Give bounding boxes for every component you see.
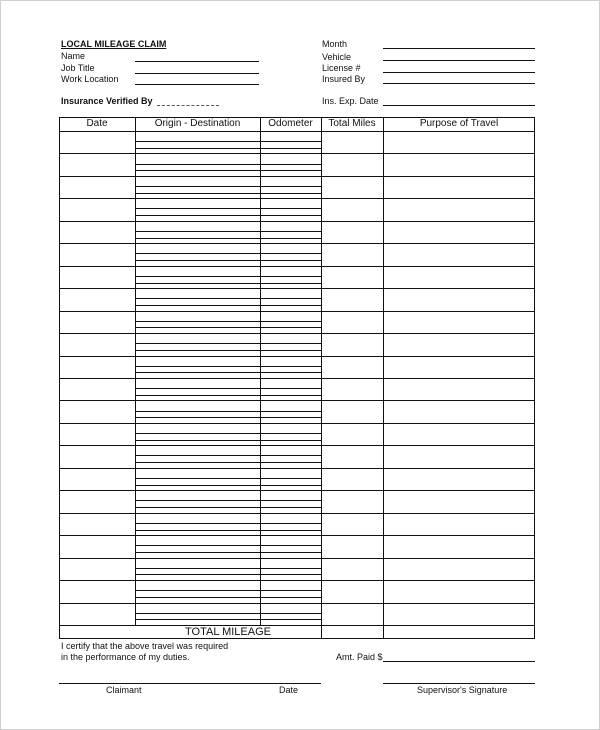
table-sub-row-divider bbox=[135, 253, 321, 254]
table-sub-row-divider bbox=[135, 276, 321, 277]
table-sub-row-divider bbox=[135, 597, 321, 598]
supervisor-signature-line[interactable] bbox=[383, 683, 535, 684]
table-row-divider bbox=[59, 176, 535, 177]
table-top-border bbox=[59, 117, 535, 118]
table-sub-row-divider bbox=[135, 552, 321, 553]
table-row-divider bbox=[59, 580, 535, 581]
table-sub-row-divider bbox=[135, 141, 321, 142]
month-label: Month bbox=[322, 39, 348, 49]
table-row-divider bbox=[59, 153, 535, 154]
table-sub-row-divider bbox=[135, 231, 321, 232]
table-sub-row-divider bbox=[135, 283, 321, 284]
claimant-signature-line[interactable] bbox=[59, 683, 321, 684]
table-sub-row-divider bbox=[135, 350, 321, 351]
table-sub-row-divider bbox=[135, 215, 321, 216]
ins-exp-label: Ins. Exp. Date bbox=[322, 96, 379, 106]
table-row-divider bbox=[59, 198, 535, 199]
vehicle-label: Vehicle bbox=[322, 52, 352, 62]
amt-paid-field[interactable] bbox=[383, 661, 535, 662]
table-sub-row-divider bbox=[135, 530, 321, 531]
table-sub-row-divider bbox=[135, 478, 321, 479]
table-row-divider bbox=[59, 445, 535, 446]
table-sub-row-divider bbox=[135, 440, 321, 441]
table-sub-row-divider bbox=[135, 298, 321, 299]
total-mileage-label: TOTAL MILEAGE bbox=[185, 626, 271, 638]
table-sub-row-divider bbox=[135, 148, 321, 149]
table-row-divider bbox=[59, 221, 535, 222]
ins-exp-field[interactable] bbox=[383, 105, 535, 106]
insured-by-field[interactable] bbox=[383, 83, 535, 84]
job-title-label: Job Title bbox=[61, 63, 95, 73]
table-row-divider bbox=[59, 356, 535, 357]
insurance-verified-field[interactable] bbox=[157, 105, 219, 106]
certify-text-line1: I certify that the above travel was required bbox=[61, 641, 229, 651]
table-sub-row-divider bbox=[135, 193, 321, 194]
table-row-divider bbox=[59, 243, 535, 244]
table-row-divider bbox=[59, 535, 535, 536]
mileage-table bbox=[59, 117, 535, 639]
supervisor-label: Supervisor's Signature bbox=[417, 685, 508, 695]
insurance-verified-label: Insurance Verified By bbox=[61, 96, 153, 106]
table-sub-row-divider bbox=[135, 388, 321, 389]
table-sub-row-divider bbox=[135, 417, 321, 418]
month-field[interactable] bbox=[383, 48, 535, 49]
table-sub-row-divider bbox=[135, 321, 321, 322]
table-sub-row-divider bbox=[135, 327, 321, 328]
table-sub-row-divider bbox=[135, 523, 321, 524]
total-mileage-value[interactable] bbox=[321, 625, 383, 638]
table-sub-row-divider bbox=[135, 485, 321, 486]
work-location-label: Work Location bbox=[61, 74, 119, 84]
job-title-field[interactable] bbox=[135, 73, 259, 74]
table-sub-row-divider bbox=[135, 613, 321, 614]
table-total-border bbox=[59, 625, 535, 626]
license-field[interactable] bbox=[383, 72, 535, 73]
table-sub-row-divider bbox=[135, 186, 321, 187]
date-label: Date bbox=[279, 685, 299, 695]
table-sub-row-divider bbox=[135, 260, 321, 261]
claimant-label: Claimant bbox=[106, 685, 142, 695]
table-sub-row-divider bbox=[135, 372, 321, 373]
table-sub-row-divider bbox=[135, 411, 321, 412]
table-row-divider bbox=[59, 513, 535, 514]
table-header-border bbox=[59, 131, 535, 132]
table-sub-row-divider bbox=[135, 455, 321, 456]
work-location-field[interactable] bbox=[135, 84, 259, 85]
table-sub-row-divider bbox=[135, 305, 321, 306]
table-row-divider bbox=[59, 558, 535, 559]
table-sub-row-divider bbox=[135, 395, 321, 396]
name-label: Name bbox=[61, 51, 86, 61]
table-sub-row-divider bbox=[135, 164, 321, 165]
table-row-divider bbox=[59, 288, 535, 289]
table-sub-row-divider bbox=[135, 590, 321, 591]
column-header-total-miles: Total Miles bbox=[328, 118, 376, 129]
column-header-purpose: Purpose of Travel bbox=[419, 118, 499, 129]
table-row-divider bbox=[59, 266, 535, 267]
column-header-date: Date bbox=[86, 118, 108, 129]
table-sub-row-divider bbox=[135, 462, 321, 463]
insured-by-label: Insured By bbox=[322, 74, 366, 84]
table-sub-row-divider bbox=[135, 433, 321, 434]
table-row-divider bbox=[59, 311, 535, 312]
table-row-divider bbox=[59, 378, 535, 379]
column-header-origin-destination: Origin - Destination bbox=[154, 118, 241, 129]
table-sub-row-divider bbox=[135, 343, 321, 344]
table-sub-row-divider bbox=[135, 568, 321, 569]
table-sub-row-divider bbox=[135, 366, 321, 367]
table-row-divider bbox=[59, 490, 535, 491]
column-header-odometer: Odometer bbox=[268, 118, 313, 129]
table-sub-row-divider bbox=[135, 170, 321, 171]
name-field[interactable] bbox=[135, 61, 259, 62]
table-row-divider bbox=[59, 400, 535, 401]
table-sub-row-divider bbox=[135, 574, 321, 575]
amt-paid-label: Amt. Paid $ bbox=[336, 652, 383, 662]
table-bottom-border bbox=[59, 638, 535, 639]
table-row-divider bbox=[59, 603, 535, 604]
license-label: License # bbox=[322, 63, 361, 73]
table-sub-row-divider bbox=[135, 500, 321, 501]
table-sub-row-divider bbox=[135, 507, 321, 508]
certify-text-line2: in the performance of my duties. bbox=[61, 652, 190, 662]
table-sub-row-divider bbox=[135, 238, 321, 239]
table-row-divider bbox=[59, 468, 535, 469]
form-title: LOCAL MILEAGE CLAIM bbox=[61, 39, 167, 49]
table-row-divider bbox=[59, 423, 535, 424]
vehicle-field[interactable] bbox=[383, 60, 535, 61]
table-sub-row-divider bbox=[135, 208, 321, 209]
table-sub-row-divider bbox=[135, 619, 321, 620]
table-sub-row-divider bbox=[135, 545, 321, 546]
table-row-divider bbox=[59, 333, 535, 334]
